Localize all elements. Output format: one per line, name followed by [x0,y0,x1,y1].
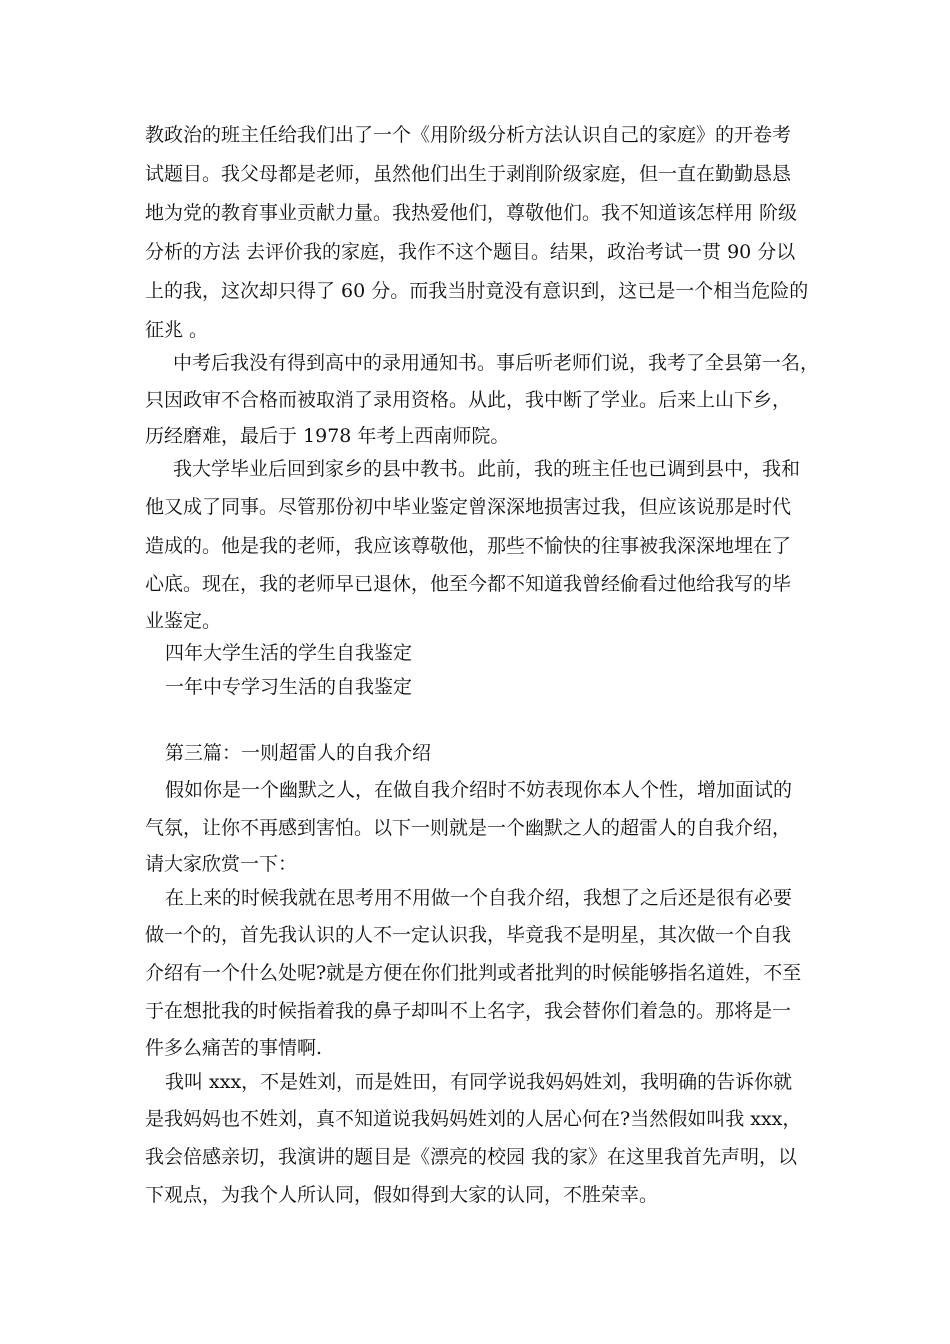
text-line: 于在想批我的时候指着我的鼻子却叫不上名字，我会替你们着急的。那将是一 [145,1000,792,1022]
text-line: 地为党的教育事业贡献力量。我热爱他们，尊敬他们。我不知道该怎样用 阶级 [145,202,798,224]
text-line: 心底。现在，我的老师早已退休，他至今都不知道我曾经偷看过他给我写的毕 [145,573,792,595]
text-line: 下观点，为我个人所认同，假如得到大家的认同，不胜荣幸。 [145,1184,659,1206]
related-link-title: 四年大学生活的学生自我鉴定 [165,642,413,664]
text-line: 教政治的班主任给我们出了一个《用阶级分析方法认识自己的家庭》的开卷考 [145,124,792,146]
paragraph-first-line: 假如你是一个幽默之人，在做自我介绍时不妨表现你本人个性，增加面试的 [165,779,793,801]
paragraph-first-line: 在上来的时候我就在思考用不用做一个自我介绍，我想了之后还是很有必要 [165,887,793,909]
text-line: 气氛，让你不再感到害怕。以下一则就是一个幽默之人的超雷人的自我介绍， [145,817,792,839]
text-line: 是我妈妈也不姓刘，真不知道说我妈妈姓刘的人居心何在?当然假如叫我 xxx， [145,1108,802,1130]
text-line: 试题目。我父母都是老师，虽然他们出生于剥削阶级家庭，但一直在勤勤恳恳 [145,163,792,185]
text-line: 业鉴定。 [145,610,222,632]
text-line: 上的我，这次却只得了 60 分。而我当肘竟没有意识到，这已是一个相当危险的 [145,280,809,302]
text-line: 介绍有一个什么处呢?就是方便在你们批判或者批判的时候能够指名道姓，不至 [145,962,802,984]
paragraph-first-line: 我大学毕业后回到家乡的县中教书。此前，我的班主任也已调到县中，我和 [173,458,801,480]
text-line: 历经磨难，最后于 1978 年考上西南师院。 [145,425,510,447]
related-link-title: 一年中专学习生活的自我鉴定 [165,676,413,698]
text-line: 做一个的，首先我认识的人不一定认识我，毕竟我不是明星，其次做一个自我 [145,924,792,946]
text-line: 他又成了同事。尽管那份初中毕业鉴定曾深深地损害过我，但应该说那是时代 [145,496,792,518]
text-line: 件多么痛苦的事情啊. [145,1037,323,1059]
text-line: 分析的方法 去评价我的家庭，我作不这个题目。结果，政治考试一贯 90 分以 [145,241,796,263]
text-line: 我会倍感亲切，我演讲的题目是《漂亮的校园 我的家》在这里我首先声明，以 [145,1146,798,1168]
paragraph-first-line: 中考后我没有得到高中的录用通知书。事后听老师们说，我考了全县第一名， [173,352,820,374]
section-heading: 第三篇：一则超雷人的自我介绍 [165,742,432,764]
text-line: 造成的。他是我的老师，我应该尊敬他，那些不愉快的往事被我深深地埋在了 [145,535,792,557]
text-line: 请大家欣赏一下： [145,853,298,875]
text-line: 征兆 。 [145,319,209,341]
text-line: 只因政审不合格而被取消了录用资格。从此，我中断了学业。后来上山下乡， [145,389,792,411]
paragraph-first-line: 我叫 xxx，不是姓刘，而是姓田，有同学说我妈妈姓刘，我明确的告诉你就 [165,1071,793,1093]
